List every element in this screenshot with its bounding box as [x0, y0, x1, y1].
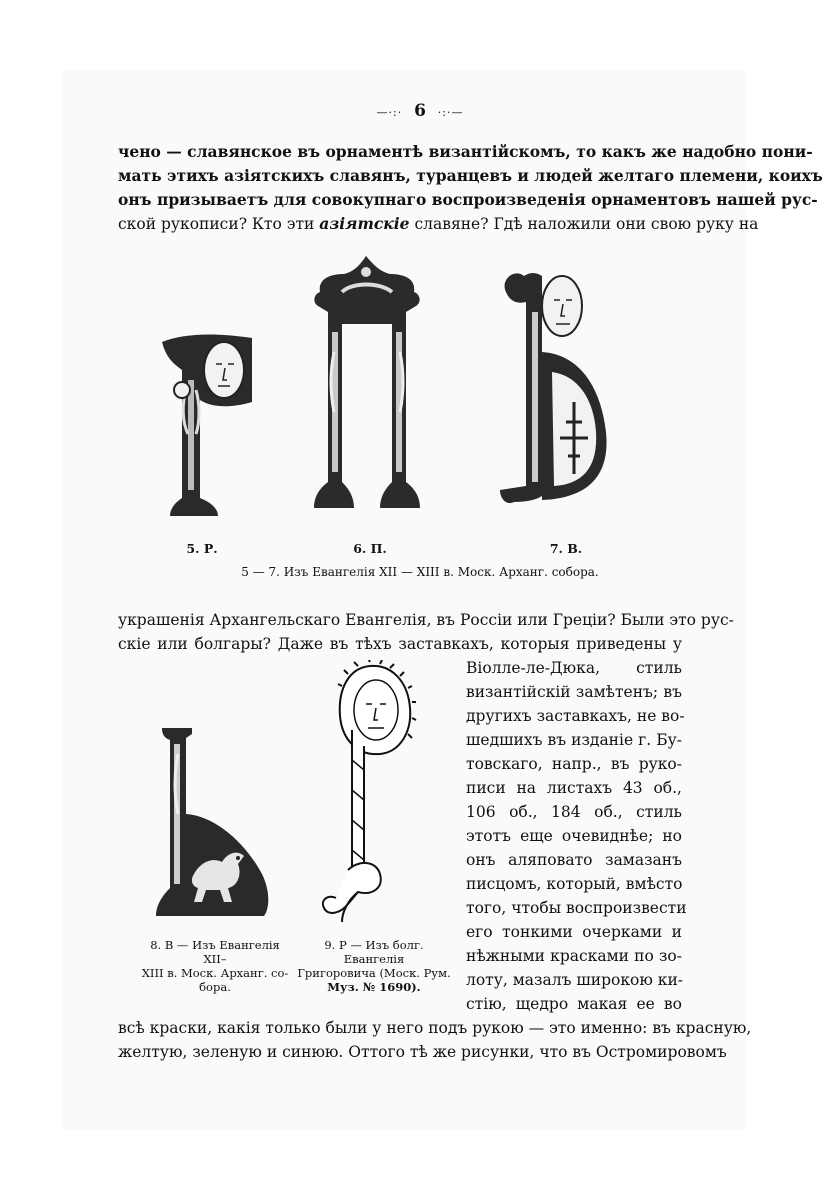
page-number-value: 6: [414, 101, 426, 121]
side-text-line: онъ аляповато замазанъ: [466, 851, 682, 869]
side-text-line: нѣжными красками по зо-: [466, 947, 682, 965]
side-text-line: лоту, мазалъ широкою ки-: [466, 971, 684, 989]
emphasis-word: азіятскіе: [319, 214, 410, 233]
side-text-line: шедшихъ въ изданіе г. Бу-: [466, 731, 682, 749]
side-text-line: того, чтобы воспроизвести: [466, 899, 687, 917]
ornament-left: —·:·: [376, 106, 403, 119]
side-text-line: писцомъ, который, вмѣсто: [466, 875, 683, 893]
page-number: [0, 101, 840, 121]
text-line: всѣ краски, какія только были у него подъ рукою — это именно: въ красную,: [118, 1019, 752, 1037]
side-text-line: стію, щедро макая ее во: [466, 995, 682, 1013]
caption-line: Григоровича (Моск. Рум.: [297, 966, 451, 980]
figure-9-caption: [294, 938, 454, 994]
figures-top-caption: 5 — 7. Изъ Евангелія XII — XIII в. Моск. Арханг. собора.: [241, 565, 599, 579]
side-text-line: товскаго, напр., въ руко-: [466, 755, 682, 773]
side-text-line: 106 об., 184 об., стиль: [466, 803, 682, 821]
text-line: скіе или болгары? Даже въ тѣхъ заставкахъ, которыя приведены у: [118, 635, 682, 653]
side-text-line: другихъ заставкахъ, не во-: [466, 707, 685, 725]
text-line: [118, 214, 759, 234]
caption-line: 9. Р — Изъ болг. Евангелія: [324, 938, 424, 966]
side-text-line: византійскій замѣтенъ; въ: [466, 683, 682, 701]
figure-5-label: 5. Р.: [186, 541, 218, 556]
figure-7-letter-v: [496, 262, 620, 520]
figure-8-caption: [140, 938, 290, 994]
figure-6-letter-p: [308, 252, 426, 520]
figure-9-letter-r-drawing: [318, 660, 428, 930]
figure-8-letter-v-animal: [152, 724, 272, 920]
text-line: онъ призываетъ для совокупнаго воспроизведенія орнаментовъ нашей рус-: [118, 190, 818, 209]
side-text-line: писи на листахъ 43 об.,: [466, 779, 682, 797]
figure-7-label: 7. В.: [549, 541, 583, 556]
text-segment: ской рукописи? Кто эти: [118, 215, 320, 233]
figure-5-letter-r: [152, 330, 262, 520]
ornament-right: ·:·—: [437, 106, 464, 119]
text-segment: славяне? Гдѣ наложили они свою руку на: [409, 215, 759, 233]
caption-line: XIII в. Моск. Арханг. со-: [141, 966, 289, 980]
side-text-line: Віолле-ле-Дюка, стиль: [466, 659, 682, 677]
caption-line: 8. В — Изъ Евангелія XII–: [150, 938, 280, 966]
side-text-line: этотъ еще очевиднѣе; но: [466, 827, 682, 845]
text-line: чено — славянское въ орнаментѣ византійскомъ, то какъ же надобно пони-: [118, 142, 813, 161]
side-text-line: его тонкими очерками и: [466, 923, 682, 941]
caption-line: бора.: [199, 980, 231, 994]
figure-6-label: 6. П.: [353, 541, 387, 556]
text-line: мать этихъ азіятскихъ славянъ, туранцевъ и людей желтаго племени, коихъ: [118, 166, 823, 185]
caption-line: Муз. № 1690).: [327, 980, 421, 994]
text-line: украшенія Архангельскаго Евангелія, въ Россіи или Греціи? Были это рус-: [118, 611, 734, 629]
text-line: желтую, зеленую и синюю. Оттого тѣ же рисунки, что въ Остромировомъ: [118, 1043, 727, 1061]
